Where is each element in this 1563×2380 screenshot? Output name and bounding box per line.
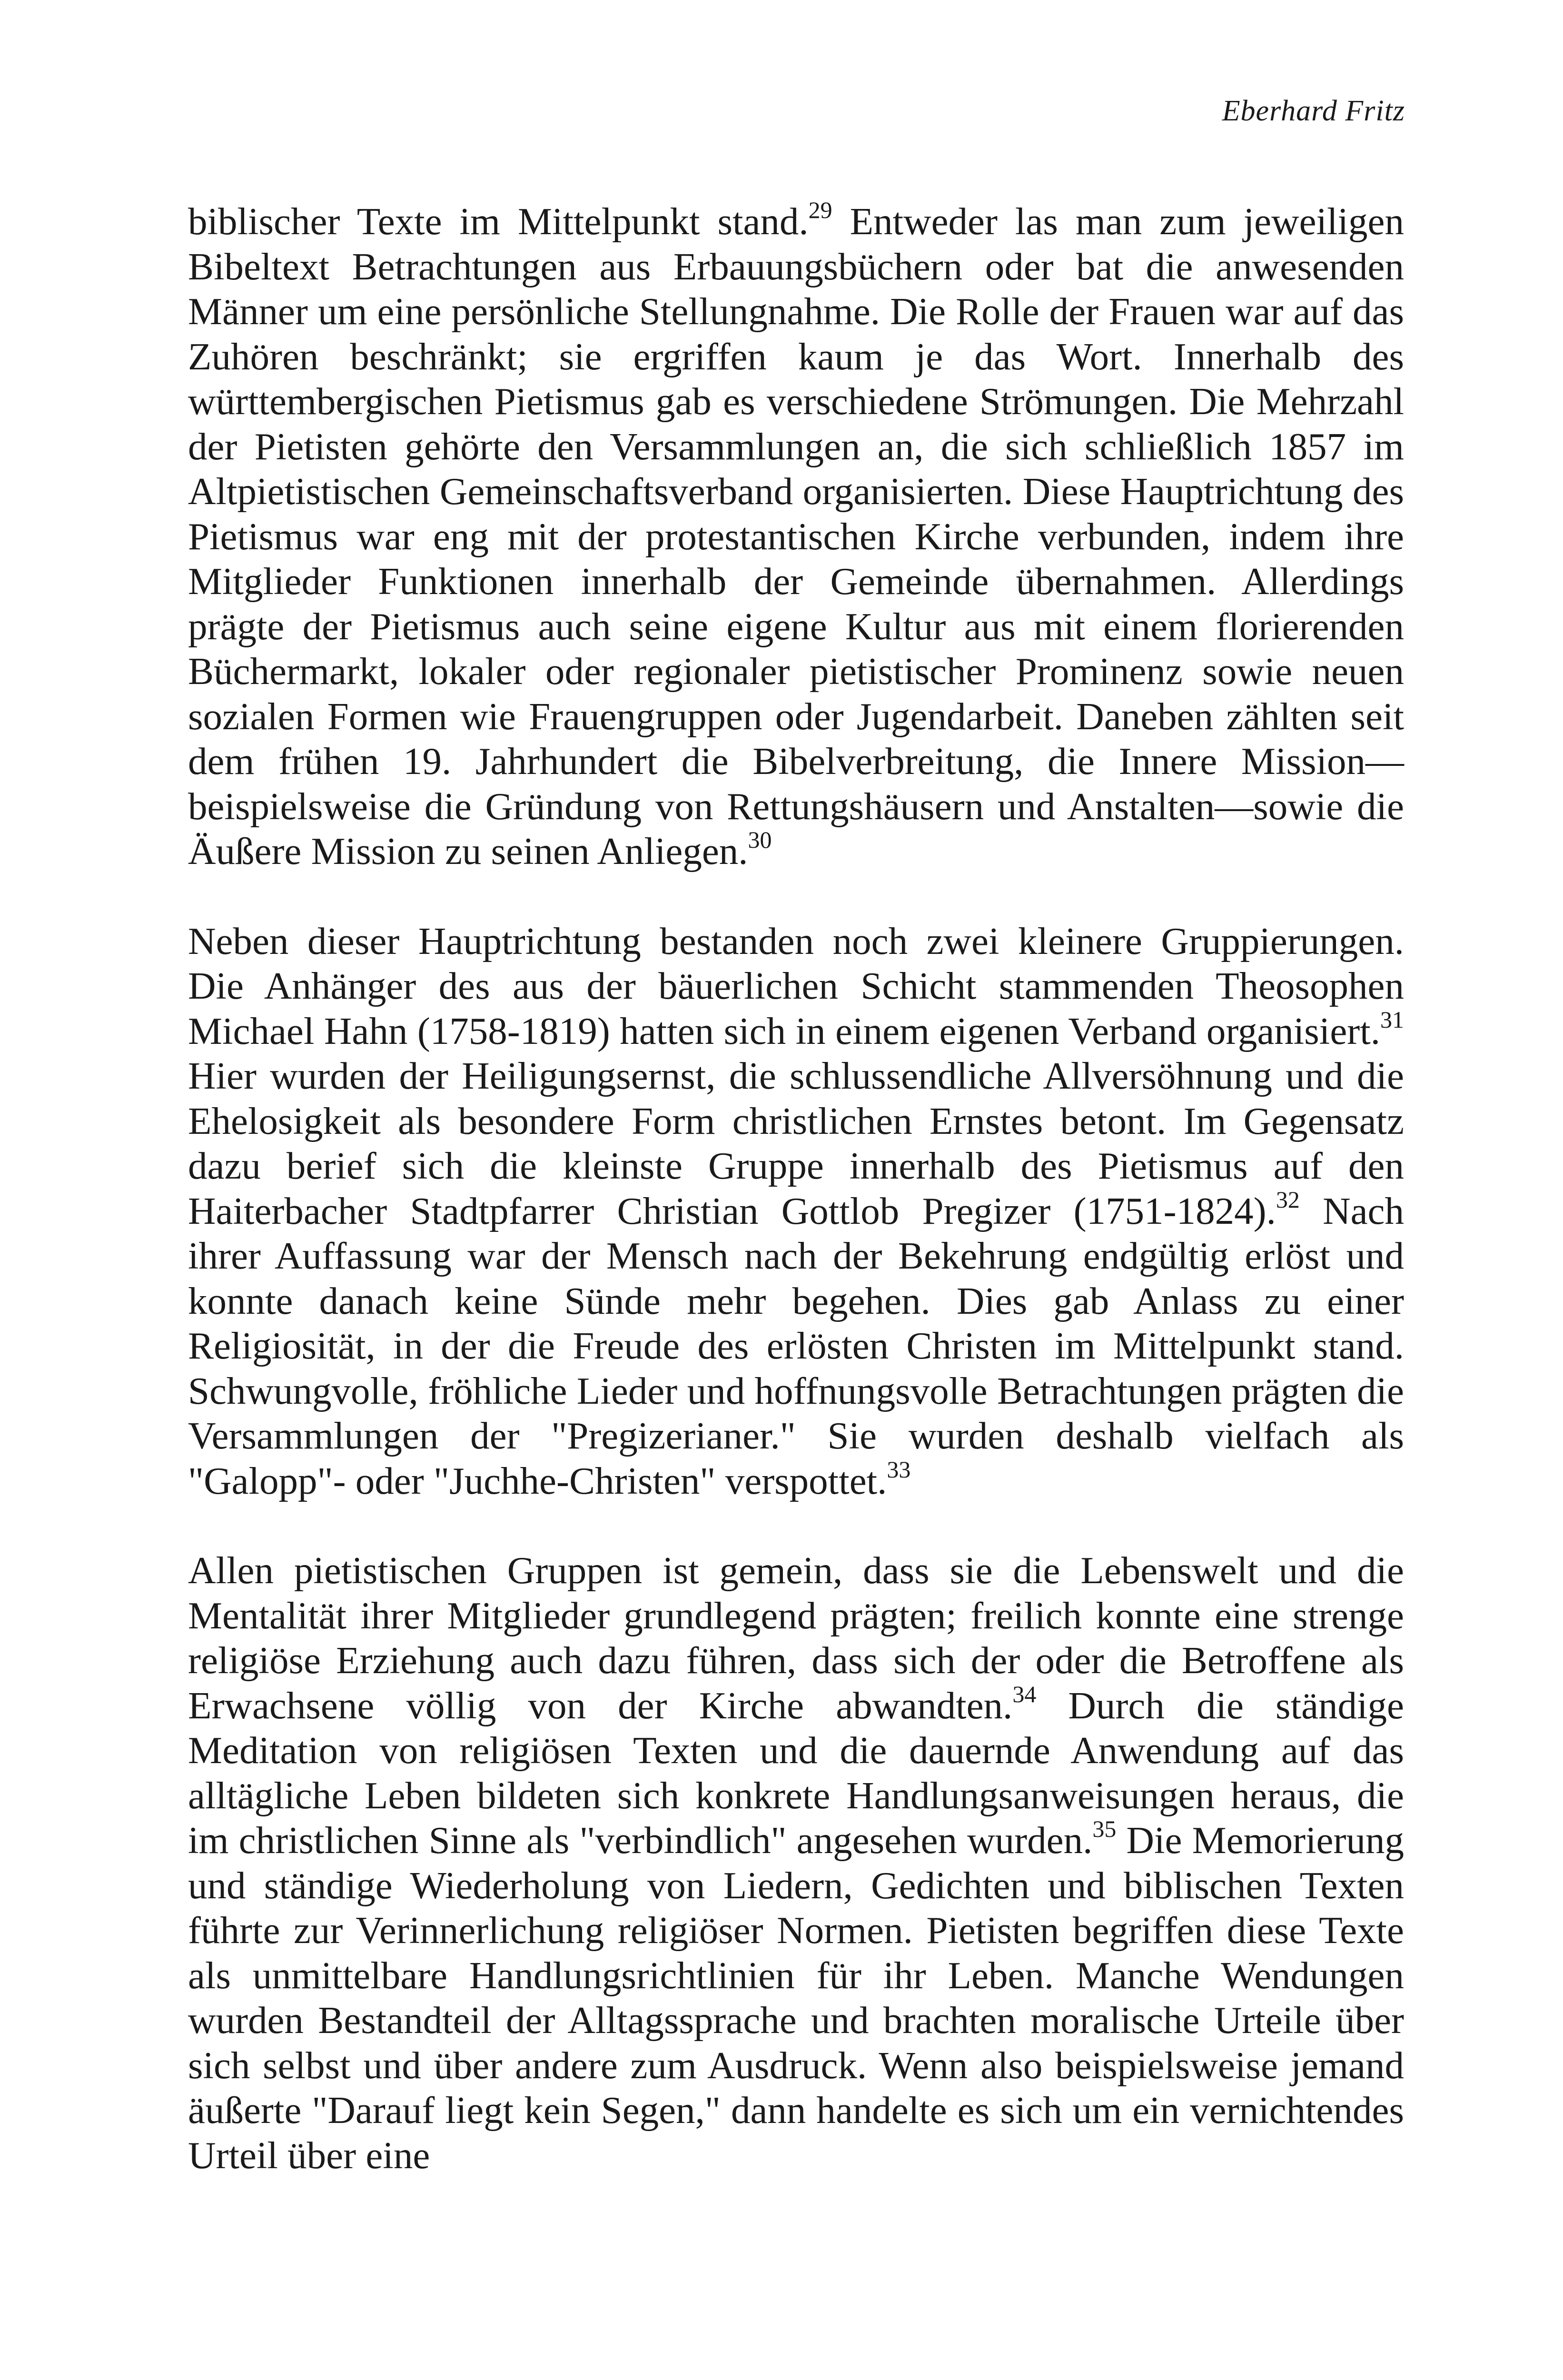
text-run: biblischer Texte im Mittelpunkt stand.	[188, 200, 809, 243]
body-text	[188, 199, 1404, 2178]
footnote-ref: 30	[748, 826, 772, 853]
text-run: Allen pietistischen Gruppen ist gemein, dass sie die Lebenswelt und die Mentalität ihrer Mitglieder grundlegend prägten; freilich konnte eine strenge religiöse Erziehung auch dazu führen, dass sich der oder die Betroffene als Erwachsene völlig von der Kirche abwandten.	[188, 1549, 1404, 1727]
text-run: Entweder las man zum jeweiligen Bibeltext Betrachtungen aus Erbauungsbüchern oder bat die anwesenden Männer um eine persönliche Stellungnahme. Die Rolle der Frauen war auf das Zuhören beschränkt; sie ergriffen kaum je das Wort. Innerhalb des württembergischen Pietismus gab es verschiedene Strömungen. Die Mehrzahl der Pietisten gehörte den Versammlungen an, die sich schließlich 1857 im Altpietistischen Gemeinschaftsverband organisierten. Diese Hauptrichtung des Pietismus war eng mit der protestantischen Kirche verbunden, indem ihre Mitglieder Funktionen innerhalb der Gemeinde übernahmen. Allerdings prägte der Pietismus auch seine eigene Kultur aus mit einem florierenden Büchermarkt, lokaler oder regionaler pietistischer Prominenz sowie neuen sozialen Formen wie Frauengruppen oder Jugendarbeit. Daneben zählten seit dem frühen 19. Jahrhundert die Bibelverbreitung, die Innere Mission—beispielsweise die Gründung von Rettungshäusern und Anstalten—sowie die Äußere Mission zu seinen Anliegen.	[188, 200, 1404, 873]
text-run: Nach ihrer Auffassung war der Mensch nach der Bekehrung endgültig erlöst und konnte danach keine Sünde mehr begehen. Dies gab Anlass zu einer Religiosität, in der die Freude des erlösten Christen im Mittelpunkt stand. Schwungvolle, fröhliche Lieder und hoffnungsvolle Betrachtungen prägten die Versammlungen der "Pregizerianer." Sie wurden deshalb vielfach als "Galopp"- oder "Juchhe-Christen" verspottet.	[188, 1189, 1404, 1502]
text-run: Neben dieser Hauptrichtung bestanden noch zwei kleinere Gruppierungen. Die Anhänger des aus der bäuerlichen Schicht stammenden Theosophen Michael Hahn (1758-1819) hatten sich in einem eigenen Verband organisiert.	[188, 919, 1404, 1052]
paragraph	[188, 1548, 1404, 2178]
footnote-ref: 29	[808, 197, 832, 223]
footnote-ref: 32	[1276, 1186, 1300, 1213]
footnote-ref: 35	[1092, 1815, 1117, 1842]
text-run: Durch die ständige Meditation von religiösen Texten und die dauernde Anwendung auf das alltägliche Leben bildeten sich konkrete Handlungsanweisungen heraus, die im christlichen Sinne als "verbindlich" angesehen wurden.	[188, 1684, 1404, 1862]
footnote-ref: 34	[1012, 1680, 1037, 1707]
running-head: Eberhard Fritz	[1222, 95, 1405, 127]
paragraph	[188, 199, 1404, 874]
footnote-ref: 31	[1380, 1006, 1404, 1033]
text-run: Die Memorierung und ständige Wiederholung von Liedern, Gedichten und biblischen Texten führte zur Verinnerlichung religiöser Normen. Pietisten begriffen diese Texte als unmittelbare Handlungsrichtlinien für ihr Leben. Manche Wendungen wurden Bestandteil der Alltagssprache und brachten moralische Urteile über sich selbst und über andere zum Ausdruck. Wenn also beispielsweise jemand äußerte "Darauf liegt kein Segen," dann handelte es sich um ein vernichtendes Urteil über eine	[188, 1819, 1404, 2177]
footnote-ref: 33	[887, 1456, 911, 1483]
paragraph	[188, 919, 1404, 1504]
text-run: Hier wurden der Heiligungsernst, die schlussendliche Allversöhnung und die Ehelosigkeit als besondere Form christlichen Ernstes betont. Im Gegensatz dazu berief sich die kleinste Gruppe innerhalb des Pietismus auf den Haiterbacher Stadtpfarrer Christian Gottlob Pregizer (1751-1824).	[188, 1054, 1404, 1232]
